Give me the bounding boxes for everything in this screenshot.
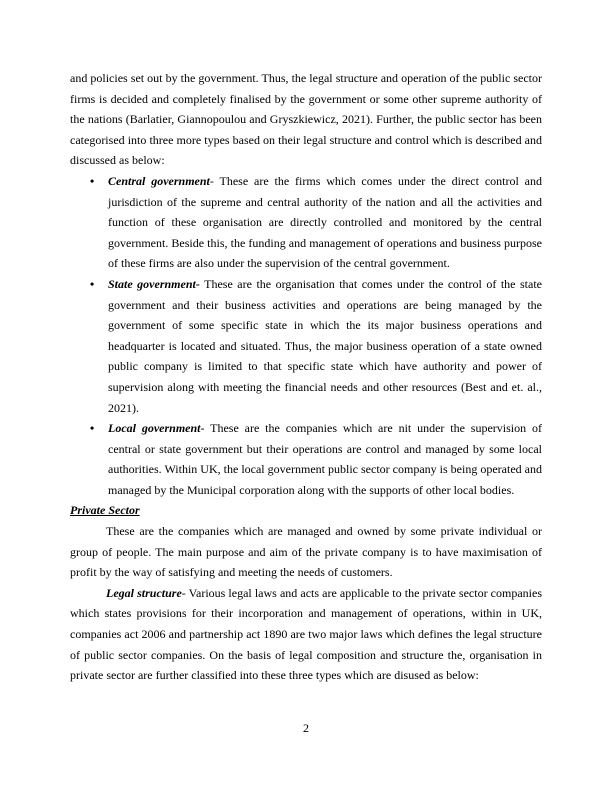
- bullet-text: - These are the companies which are nit under the supervision of central or state government but their operations are control and managed by some local authorities. Within UK, the local government public sector company is being operated and managed by the Municipal corporation along with the supports of other local bodies.: [108, 421, 542, 497]
- paragraph-private-sector: These are the companies which are managed and owned by some private individual or group of people. The main purpose and aim of the private company is to have maximisation of profit by the way of satisfying and meeting the needs of customers.: [70, 524, 542, 580]
- paragraph-legal-structure: [70, 583, 542, 686]
- page-content: [70, 68, 542, 686]
- bullet-text: These are the organisation that comes under the control of the state government and their business activities and operations are being managed by the government of some specific state in which the its major business operations and headquarter is located and situated. Thus, the major business operation of a state owned public company is limited to that specific state which have authority and power of supervision along with meeting the financial needs and other resources (Best and et. al., 2021).: [108, 276, 543, 415]
- bullet-text: - These are the firms which comes under the direct control and jurisdiction of the supreme and central authority of the nation and all the activities and function of these organisation are directly controlled and monitored by the central government. Beside this, the funding and management of operations and business purpose of these firms are also under the supervision of the central government.: [108, 173, 542, 271]
- page-number: 2: [303, 721, 309, 735]
- bullet-icon: •: [90, 173, 95, 188]
- bullet-item-state-government: [70, 274, 542, 418]
- legal-structure-term: Legal structure: [106, 585, 182, 600]
- bullet-term: Local government: [108, 421, 201, 436]
- heading-private-sector: Private Sector: [70, 503, 140, 518]
- paragraph-intro: and policies set out by the government. Thus, the legal structure and operation of the public sector firms is decided and completely finalised by the government or some other supreme authority of the nations (Barlatier, Giannopoulou and Gryszkiewicz, 2021). Further, the public sector has been categorised into three more types based on their legal structure and control which is described and discussed as below:: [70, 71, 542, 168]
- bullet-item-local-government: [70, 418, 542, 500]
- bullet-icon: •: [90, 276, 95, 291]
- bullet-item-central-government: [70, 171, 542, 274]
- bullet-term: Central government: [108, 173, 210, 188]
- bullet-icon: •: [90, 421, 95, 436]
- bullet-term: State government-: [108, 276, 200, 291]
- legal-structure-text: - Various legal laws and acts are applicable to the private sector companies which states provisions for their incorporation and management of operations, within in UK, companies act 2006 and partnership act 1890 are two major laws which defines the legal structure of public sector companies. On the basis of legal composition and structure the, organisation in private sector are further classified into these three types which are disused as below:: [70, 585, 542, 683]
- bullet-list: [70, 171, 542, 501]
